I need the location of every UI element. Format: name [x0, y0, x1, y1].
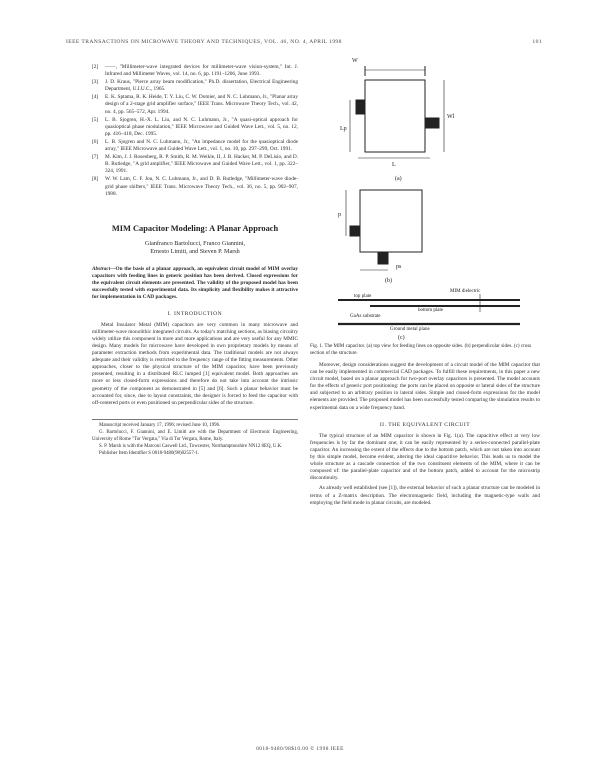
reference-list	[92, 64, 298, 198]
body-paragraph: The typical structure of an MIM capacitor is shown in Fig. 1(a). The capacitive effect at very low frequencies is by far the dominant one; it can be easily represented by a series-connected parallel-plate capacitor. An increasing the extent of the effects due to the bottom patch, which are not taken into account by this simple model, become evident, altering the ideal capacitive behavior. This leads us to model the whole structure as a cascade connection of the two constituent elements of the MIM, where it can be composed of: the parallel-plate capacitor and of the bottom patch, added to account for the microstrip discontinuity.	[310, 432, 540, 482]
reference-item: [4] E. K. Sptama, R. K. Heide, T. Y. Liu, C. W. Domier, and N. C. Luhmann, Jr., "Planar array design of a 2-stage grid amplifier surface," IEEE Trans. Microwave Theory Tech., vol. 42, no. 4, pp. 565–572, Apr. 1994.	[92, 94, 298, 115]
label-fig-a: (a)	[395, 176, 402, 182]
label-p: p	[338, 212, 341, 218]
abstract-text: On the basis of a planar approach, an equivalent circuit model of MIM overlay capacitors with feeding lines in generic position has been derived. Closed expressions for the equivalent circuit elements are presented. The validity of the proposed model has been successfully tested with experimental data. Its simplicity and flexibility makes it attractive for implementation in CAD packages.	[92, 266, 298, 301]
label-ground: Ground metal plane	[390, 327, 430, 332]
label-lp: Lp	[340, 126, 347, 132]
feed-line-right	[425, 118, 439, 128]
footnote-affiliation-1: G. Bartolucci, F. Giannini, and E. Limiti are with the Department of Electronic Engineering, University of Rome "Tor Vergata," Via di Tor Vergata, Rome, Italy.	[92, 430, 298, 442]
authors-line-1: Gianfranco Bartolucci, Franco Giannini,	[144, 239, 246, 247]
page-number: 101	[532, 39, 542, 45]
abstract-label: Abstract—	[92, 266, 116, 273]
label-substrate: GaAs substrate	[350, 314, 381, 319]
feed-line-left	[356, 100, 365, 114]
label-l: L	[392, 162, 396, 168]
label-bottom-plate: bottom plate	[418, 308, 444, 313]
figure-caption: Fig. 1. The MIM capacitor. (a) top view for feeding lines on opposite sides. (b) perpendicular sides. (c) cross section of the structure.	[310, 343, 532, 356]
section-heading-equivalent-circuit: II. THE EQUIVALENT CIRCUIT	[379, 421, 471, 428]
footnote-received: Manuscript received January 17, 1996; revised June 10, 1996.	[99, 422, 221, 428]
feed-line-left	[350, 226, 360, 236]
body-paragraph: Moreover, design considerations suggest the development of a circuit model of the MIM capacitor that can be easily implemented in commercial CAD packages. To fulfill these requirements, in this paper a new circuit model, based on a planar approach for two-port overlay capacitors is presented. The model accounts for the effects of generic port positioning: the ports can be placed on opposite or lateral sides of the structure and subjected to an arbitrary position in lateral sides. Simple and closed-form expressions for the model elements are provided. The proposed model has been successfully tested comparing the simulation results to experimental data on a wide frequency band.	[310, 362, 540, 411]
footnote	[92, 419, 298, 458]
running-header	[66, 39, 542, 45]
body-paragraph: As already well established (see [1]), the external behavior of such a planar structure can be modeled in terms of a Z-matrix description. The electromagnetic field, including the magnetic-type walls and employing the field mode in planar circuits, are modeled.	[310, 485, 540, 506]
label-w: W	[352, 58, 358, 64]
capacitor-plate	[360, 190, 422, 252]
figure-1b	[346, 190, 422, 270]
reference-item: [2] ——, "Millimeter-wave integrated devices for millimeter-wave vision-system," Int. J. Infrared and Millimeter Waves, vol. 14, no. 6, pp. 1191–1206, June 1993.	[92, 64, 298, 78]
reference-item: [8] W. W. Lam, C. F. Jou, N. C. Luhmann, Jr., and D. B. Rutledge, "Millimeter-wave diode-grid phase shifters," IEEE Trans. Microwave Theory Tech., vol. 36, no. 5, pp. 902–907, 1988.	[92, 176, 298, 197]
footnote-affiliation-2: S. P. Marsh is with the Marconi Caswell Ltd., Towcester, Northamptonshire NN12 8EQ, U.K.	[99, 444, 283, 449]
label-fig-c: (c)	[398, 335, 405, 341]
capacitor-plate	[365, 80, 425, 152]
copyright-footer: 0018-9480/98$10.00 © 1998 IEEE	[256, 746, 344, 752]
journal-name: IEEE TRANSACTIONS ON MICROWAVE THEORY AND TECHNIQUES, VOL. 46, NO. 4, APRIL 1998	[66, 39, 342, 45]
reference-item: [7] M. Kim, J. J. Rosenberg, R. P. Smith, R. M. Weikle, II, J. B. Hacker, M. P. DeLisio, and D. B. Rutledge, "A grid amplifier," IEEE Microwave and Guided Wave Lett., vol. 1, pp. 322–324, 1991.	[92, 154, 298, 175]
reference-item: [3] J. D. Kraus, "Pierce array beam modification," Ph.D. dissertation, Electrical Engineering Department, U.I.U.C., 1965.	[92, 79, 298, 93]
section-heading-introduction: I. INTRODUCTION	[167, 310, 223, 317]
label-ps: ps	[396, 264, 402, 270]
author-list	[92, 240, 298, 256]
authors-line-2: Ernesto Limiti, and Steven P. Marsh	[150, 247, 240, 255]
paper-title: MIM Capacitor Modeling: A Planar Approach	[111, 223, 279, 233]
label-dielectric: MIM dielectric	[450, 289, 481, 294]
label-wl: Wl	[447, 114, 455, 120]
feed-line-bottom	[378, 252, 388, 264]
figure-1a	[350, 66, 444, 158]
abstract	[92, 266, 298, 301]
reference-item: [6] L. B. Sjogren and N. C. Luhmann, Jr., "An impedance model for the quasioptical diode array," IEEE Microwave and Guided Wave Lett., vol. 1, no. 10, pp. 297–299, Oct. 1991.	[92, 138, 298, 153]
figure-1	[330, 48, 520, 328]
left-column	[92, 64, 298, 459]
label-fig-b: (b)	[385, 278, 392, 284]
introduction-paragraph: Metal Insulator Metal (MIM) capacitors are very common in many microwave and millimeter-wave monolithic integrated circuits. As today's matching sections, as biasing circuitry widely utilize this component in more and more applications and are very useful for any MMIC design. Many models for microwave have developed in own proprietary models by means of parameter extraction methods from experimental data. The traditional models are not always adequate and their validity is restricted to the frequency range of the fitting measurements. Other approaches, closer to the physical structure of the MIM capacitor, have been previously presented, resulting in a distributed RLC lumped [1] equivalent model. Both approaches are more or less closed-form expressions and therefore do not take into account the intrinsic geometry of the component as demonstrated in [5] and [6]. Such a planar behavior must be accounted for, since, due to layout constraints, the designer is forced to feed the capacitor with off-centered ports or even positioned on perpendicular sides of the structure.	[92, 321, 298, 406]
footnote-pii: Publisher Item Identifier S 0018-9480(98)02557-1.	[99, 451, 200, 457]
label-top-plate: top plate	[354, 294, 372, 299]
right-column	[310, 362, 540, 510]
reference-item: [5] L. B. Sjogren, H.-X. L. Liu, and N. C. Luhmann, Jr., "A quasi-optical approach for quasioptical phase modulation," IEEE Microwave and Guided Wave Lett., vol. 5, no. 12, pp. 416–418, Dec. 1995.	[92, 116, 298, 137]
